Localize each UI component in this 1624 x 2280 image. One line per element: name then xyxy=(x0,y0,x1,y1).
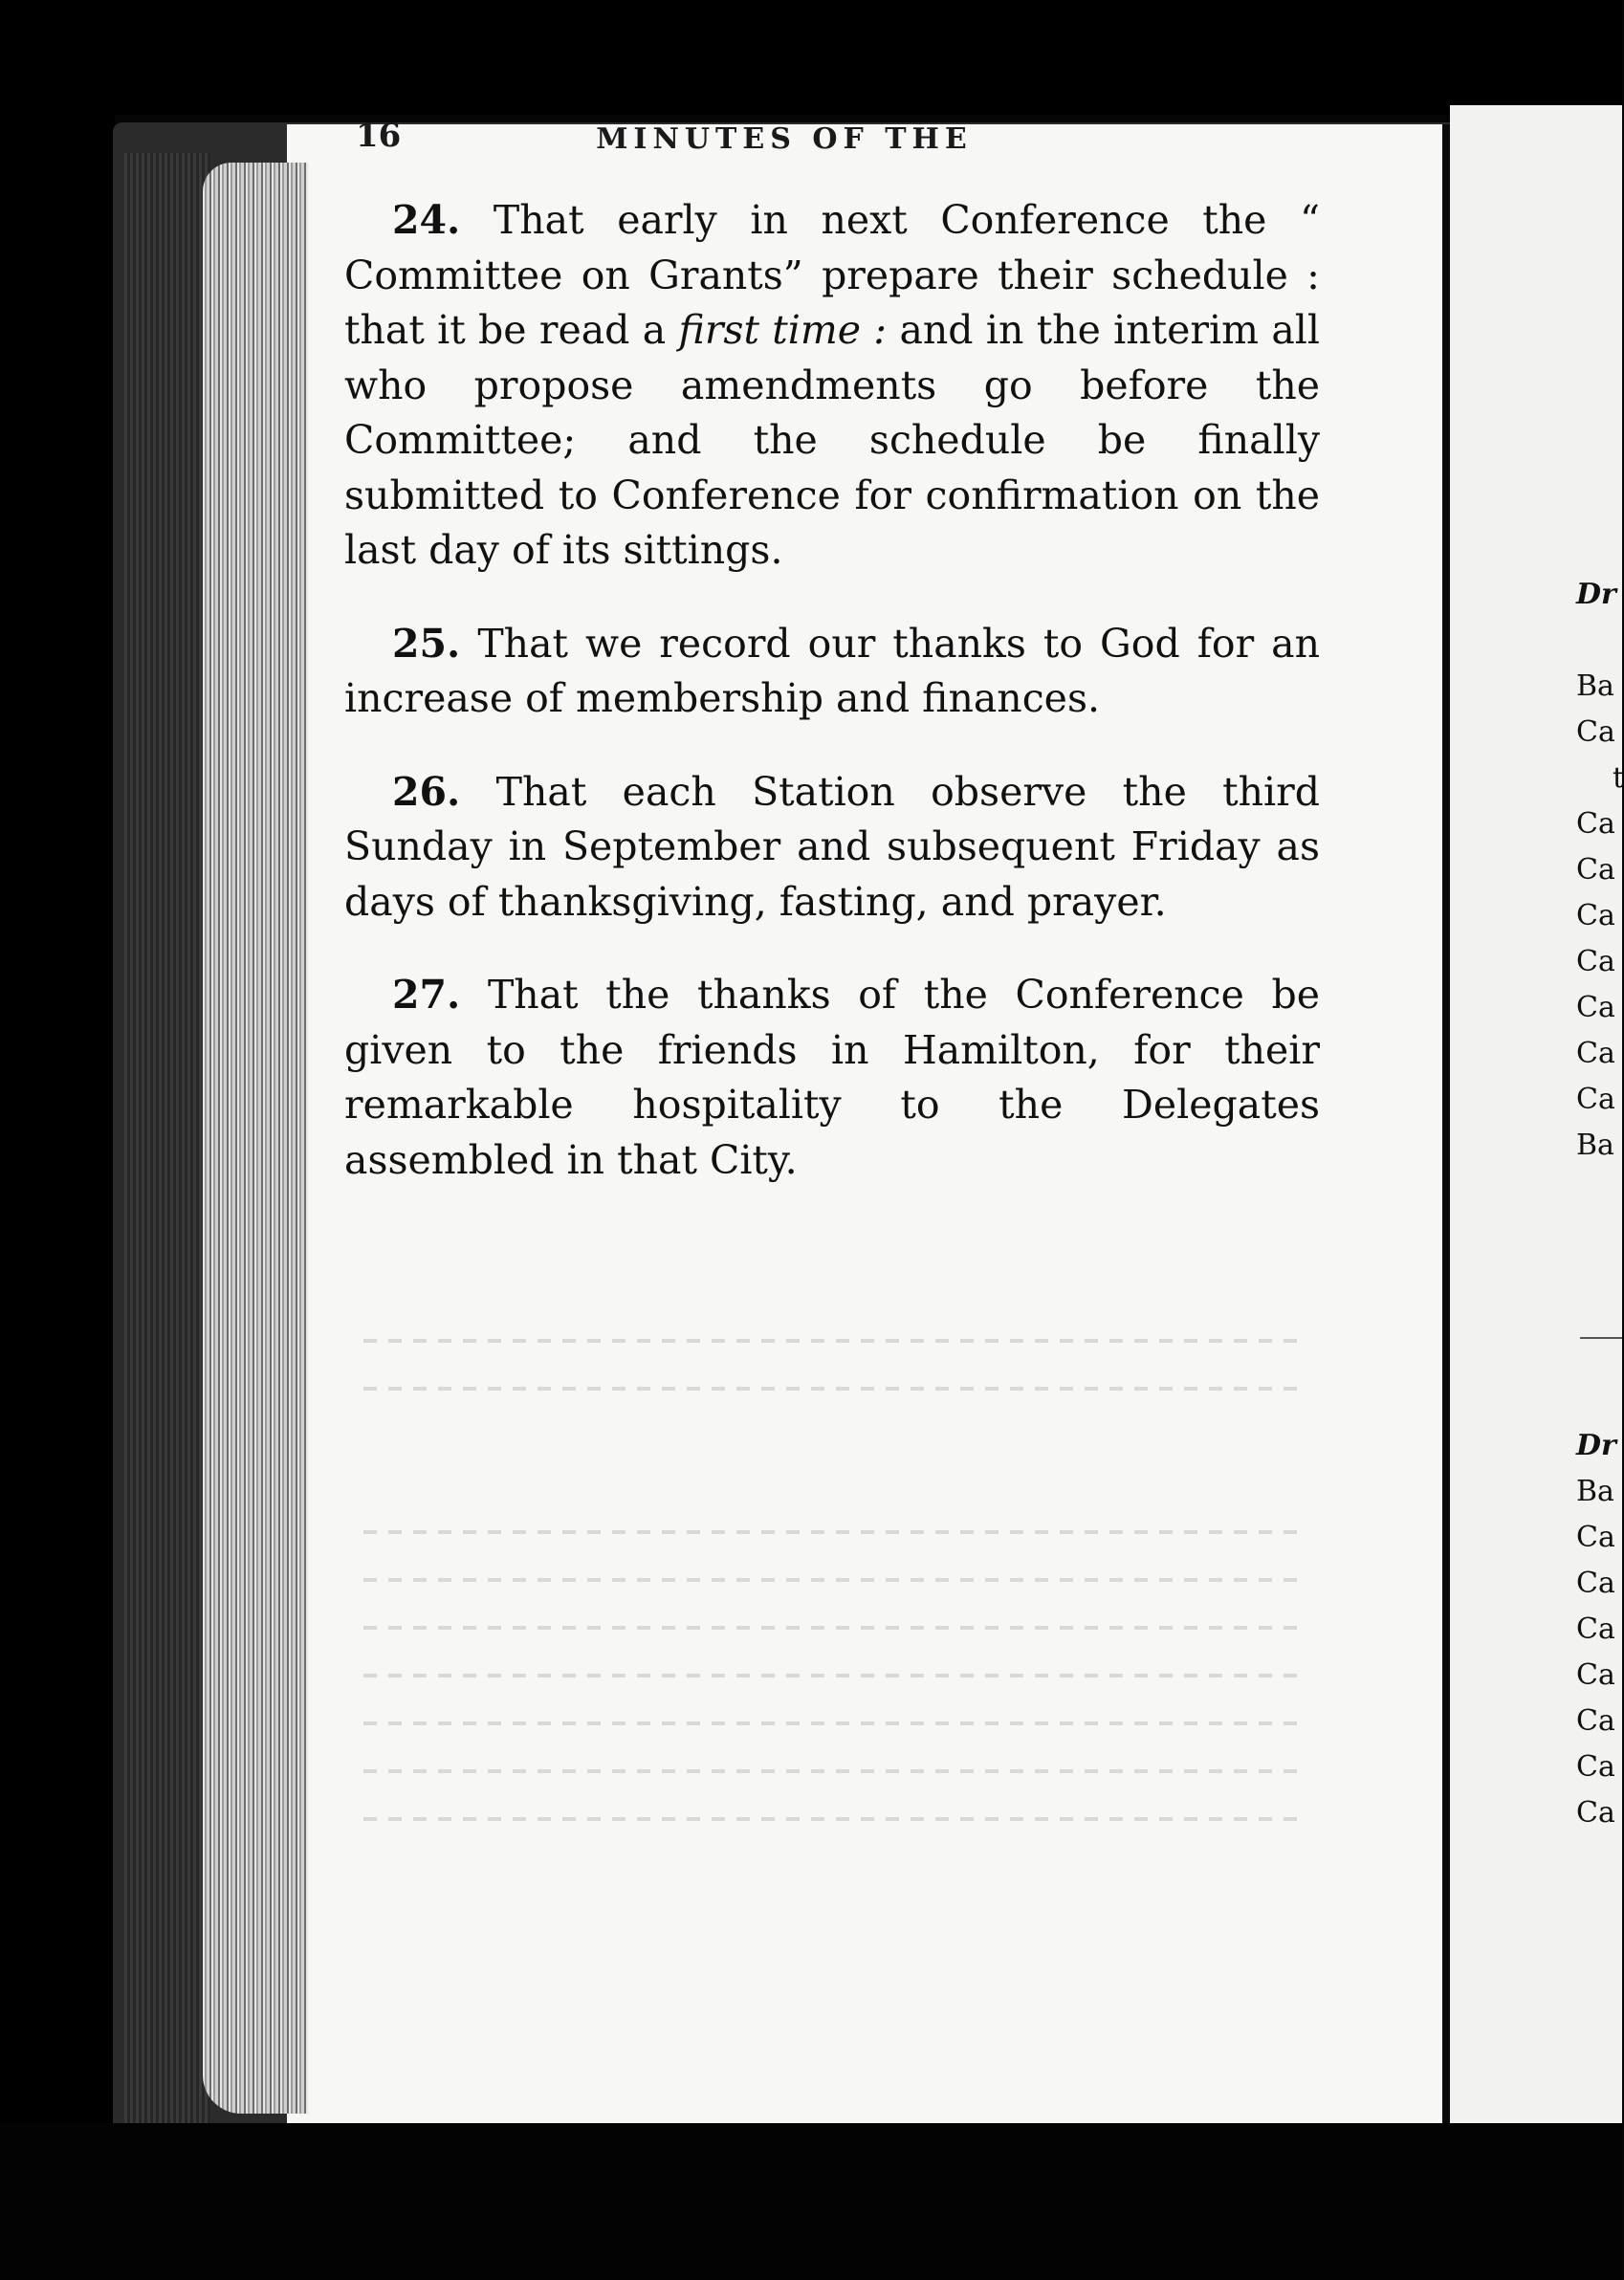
right-page-fragment: t xyxy=(1613,761,1624,795)
bleed-through xyxy=(363,1339,1301,1343)
right-page-fragment: Ca xyxy=(1576,715,1615,749)
right-page-fragment: Ca xyxy=(1576,807,1615,841)
scan-border-top xyxy=(0,0,1622,115)
paragraph-text: That early in next Conference the “ Committee on Grants” prepare their schedule : that it be read a xyxy=(344,197,1320,353)
right-page-fragment: Ba xyxy=(1576,1129,1614,1162)
paragraph-text: That we record our thanks to God for an increase of membership and finances. xyxy=(344,620,1320,721)
right-page-fragment: Ca xyxy=(1576,1567,1615,1600)
paragraph-24 xyxy=(344,193,1320,579)
paragraph-number: 25. xyxy=(392,620,461,667)
right-page-fragment: Ca xyxy=(1576,1612,1615,1646)
right-page-rule xyxy=(1580,1337,1622,1339)
right-page-fragment: Ca xyxy=(1576,1704,1615,1738)
paragraph-26 xyxy=(344,765,1320,931)
right-page-fragment: Ca xyxy=(1576,853,1615,887)
bleed-through xyxy=(363,1817,1301,1821)
paragraph-25 xyxy=(344,617,1320,727)
text-body xyxy=(344,193,1320,1226)
bleed-through xyxy=(363,1578,1301,1582)
page-edges xyxy=(203,163,308,2114)
bleed-through xyxy=(363,1674,1301,1677)
bleed-through xyxy=(363,1769,1301,1773)
right-page-fragment: Ca xyxy=(1576,945,1615,978)
book-spine xyxy=(1442,124,1450,2123)
right-page-fragment: Ca xyxy=(1576,1083,1615,1116)
right-page-fragment: Ca xyxy=(1576,899,1615,932)
paragraph-27 xyxy=(344,968,1320,1188)
bleed-through xyxy=(363,1626,1301,1630)
bleed-through xyxy=(363,1721,1301,1725)
right-page-fragment: Ca xyxy=(1576,1796,1615,1830)
right-page-fragment: Ba xyxy=(1576,669,1614,703)
right-page-heading: Dr xyxy=(1576,578,1616,611)
paragraph-number: 26. xyxy=(392,768,461,815)
right-page-fragment: Ba xyxy=(1576,1475,1614,1508)
right-page-fragment: Ca xyxy=(1576,1658,1615,1692)
paragraph-number: 24. xyxy=(392,197,461,243)
paragraph-number: 27. xyxy=(392,972,461,1018)
running-head: MINUTES OF THE xyxy=(596,122,973,156)
bleed-through xyxy=(363,1387,1301,1391)
right-page-fragment: Ca xyxy=(1576,1037,1615,1070)
bleed-through xyxy=(363,1530,1301,1534)
paragraph-emphasis: first time : xyxy=(678,307,888,353)
paragraph-text: That each Station observe the third Sunday in September and subsequent Friday as days of thanksgiving, fasting, and prayer. xyxy=(344,768,1320,925)
right-page-heading: Dr xyxy=(1576,1429,1616,1462)
right-page-fragment: Ca xyxy=(1576,991,1615,1024)
cover-texture xyxy=(124,153,210,2123)
paragraph-text: That the thanks of the Conference be given to the friends in Hamilton, for their remarkable hospitality to the Delegates assembled in that City. xyxy=(344,972,1320,1183)
paragraph-text: and in the interim all who propose amendments go before the Committee; and the schedule be finally submitted to Conference for confirmation on the last day of its sittings. xyxy=(344,307,1320,573)
right-page-fragment: Ca xyxy=(1576,1750,1615,1784)
page-number: 16 xyxy=(356,117,402,155)
scan-border-bottom xyxy=(0,2123,1622,2280)
scan-border-left xyxy=(0,0,115,2280)
right-page-fragment: Ca xyxy=(1576,1521,1615,1554)
